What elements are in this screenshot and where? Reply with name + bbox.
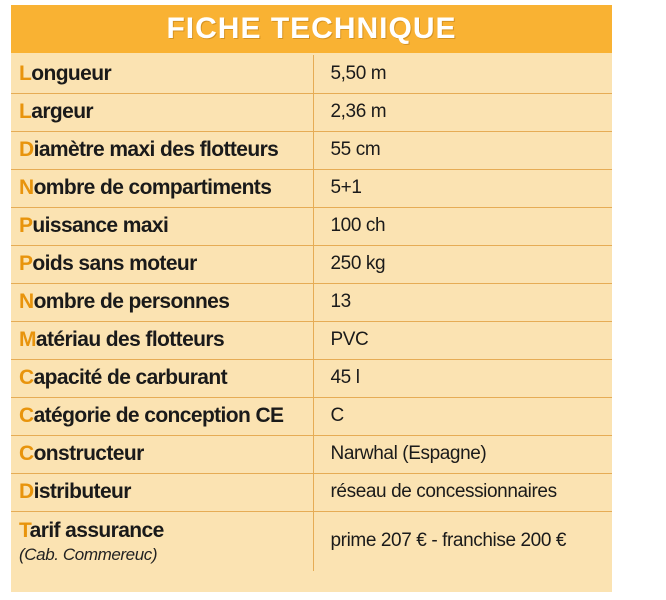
- table-row: [11, 207, 612, 245]
- table-row: [11, 397, 612, 435]
- label-initial: C: [19, 366, 34, 389]
- label-text: arif assurance: [29, 519, 164, 543]
- label-text: onstructeur: [33, 442, 144, 465]
- spec-label: [11, 55, 313, 93]
- table-row: [11, 169, 612, 207]
- table-row: [11, 283, 612, 321]
- spec-value: C: [313, 397, 612, 435]
- spec-label: [11, 435, 313, 473]
- table-row: [11, 435, 612, 473]
- label-initial: C: [19, 442, 34, 465]
- label-sublabel: (Cab. Commereuc): [19, 545, 158, 565]
- table-row: [11, 245, 612, 283]
- label-text: istributeur: [33, 480, 131, 503]
- spec-label: [11, 93, 313, 131]
- spec-value: 2,36 m: [313, 93, 612, 131]
- label-initial: C: [19, 404, 34, 427]
- spec-value: 250 kg: [313, 245, 612, 283]
- label-text: atégorie de conception CE: [33, 404, 284, 427]
- label-text: apacité de carburant: [33, 366, 227, 389]
- table-row: [11, 473, 612, 511]
- spec-value: 45 l: [313, 359, 612, 397]
- table-row: [11, 359, 612, 397]
- label-initial: T: [19, 519, 30, 543]
- table-row: [11, 511, 612, 571]
- label-initial: L: [19, 61, 32, 85]
- spec-value: 5+1: [313, 169, 612, 207]
- spec-label: [11, 473, 313, 511]
- label-initial: D: [19, 480, 34, 503]
- spec-value: 5,50 m: [313, 55, 612, 93]
- label-initial: L: [19, 100, 32, 123]
- label-text: ongueur: [31, 61, 112, 85]
- label-initial: M: [19, 328, 36, 351]
- spec-label: [11, 283, 313, 321]
- label-initial: P: [19, 252, 33, 275]
- spec-value: prime 207 € - franchise 200 €: [330, 530, 567, 552]
- label-text: ombre de compartiments: [33, 176, 272, 199]
- spec-label: [11, 359, 313, 397]
- spec-table: [11, 55, 612, 571]
- title-bar: [11, 5, 612, 53]
- spec-label: [11, 131, 313, 169]
- label-text: iamètre maxi des flotteurs: [33, 138, 279, 161]
- label-text: atériau des flotteurs: [35, 328, 225, 351]
- label-text: argeur: [31, 100, 93, 123]
- sheet-title: FICHE TECHNIQUE: [166, 12, 457, 45]
- label-text: oids sans moteur: [32, 252, 197, 275]
- label-text: ombre de personnes: [33, 290, 230, 313]
- technical-sheet: [11, 5, 612, 592]
- spec-value: réseau de concessionnaires: [313, 473, 612, 511]
- table-row: [11, 93, 612, 131]
- label-initial: D: [19, 138, 34, 161]
- label-initial: P: [19, 214, 33, 237]
- spec-label: [11, 511, 313, 571]
- spec-value: Narwhal (Espagne): [313, 435, 612, 473]
- table-row: [11, 131, 612, 169]
- spec-value: 55 cm: [313, 131, 612, 169]
- table-row: [11, 55, 612, 93]
- label-initial: N: [19, 176, 34, 199]
- spec-value: 100 ch: [313, 207, 612, 245]
- spec-label: [11, 245, 313, 283]
- spec-label: [11, 321, 313, 359]
- label-text: uissance maxi: [32, 214, 169, 237]
- spec-value: 13: [313, 283, 612, 321]
- spec-value: PVC: [313, 321, 612, 359]
- table-row: [11, 321, 612, 359]
- spec-label: [11, 207, 313, 245]
- spec-label: [11, 169, 313, 207]
- spec-label: [11, 397, 313, 435]
- label-initial: N: [19, 290, 34, 313]
